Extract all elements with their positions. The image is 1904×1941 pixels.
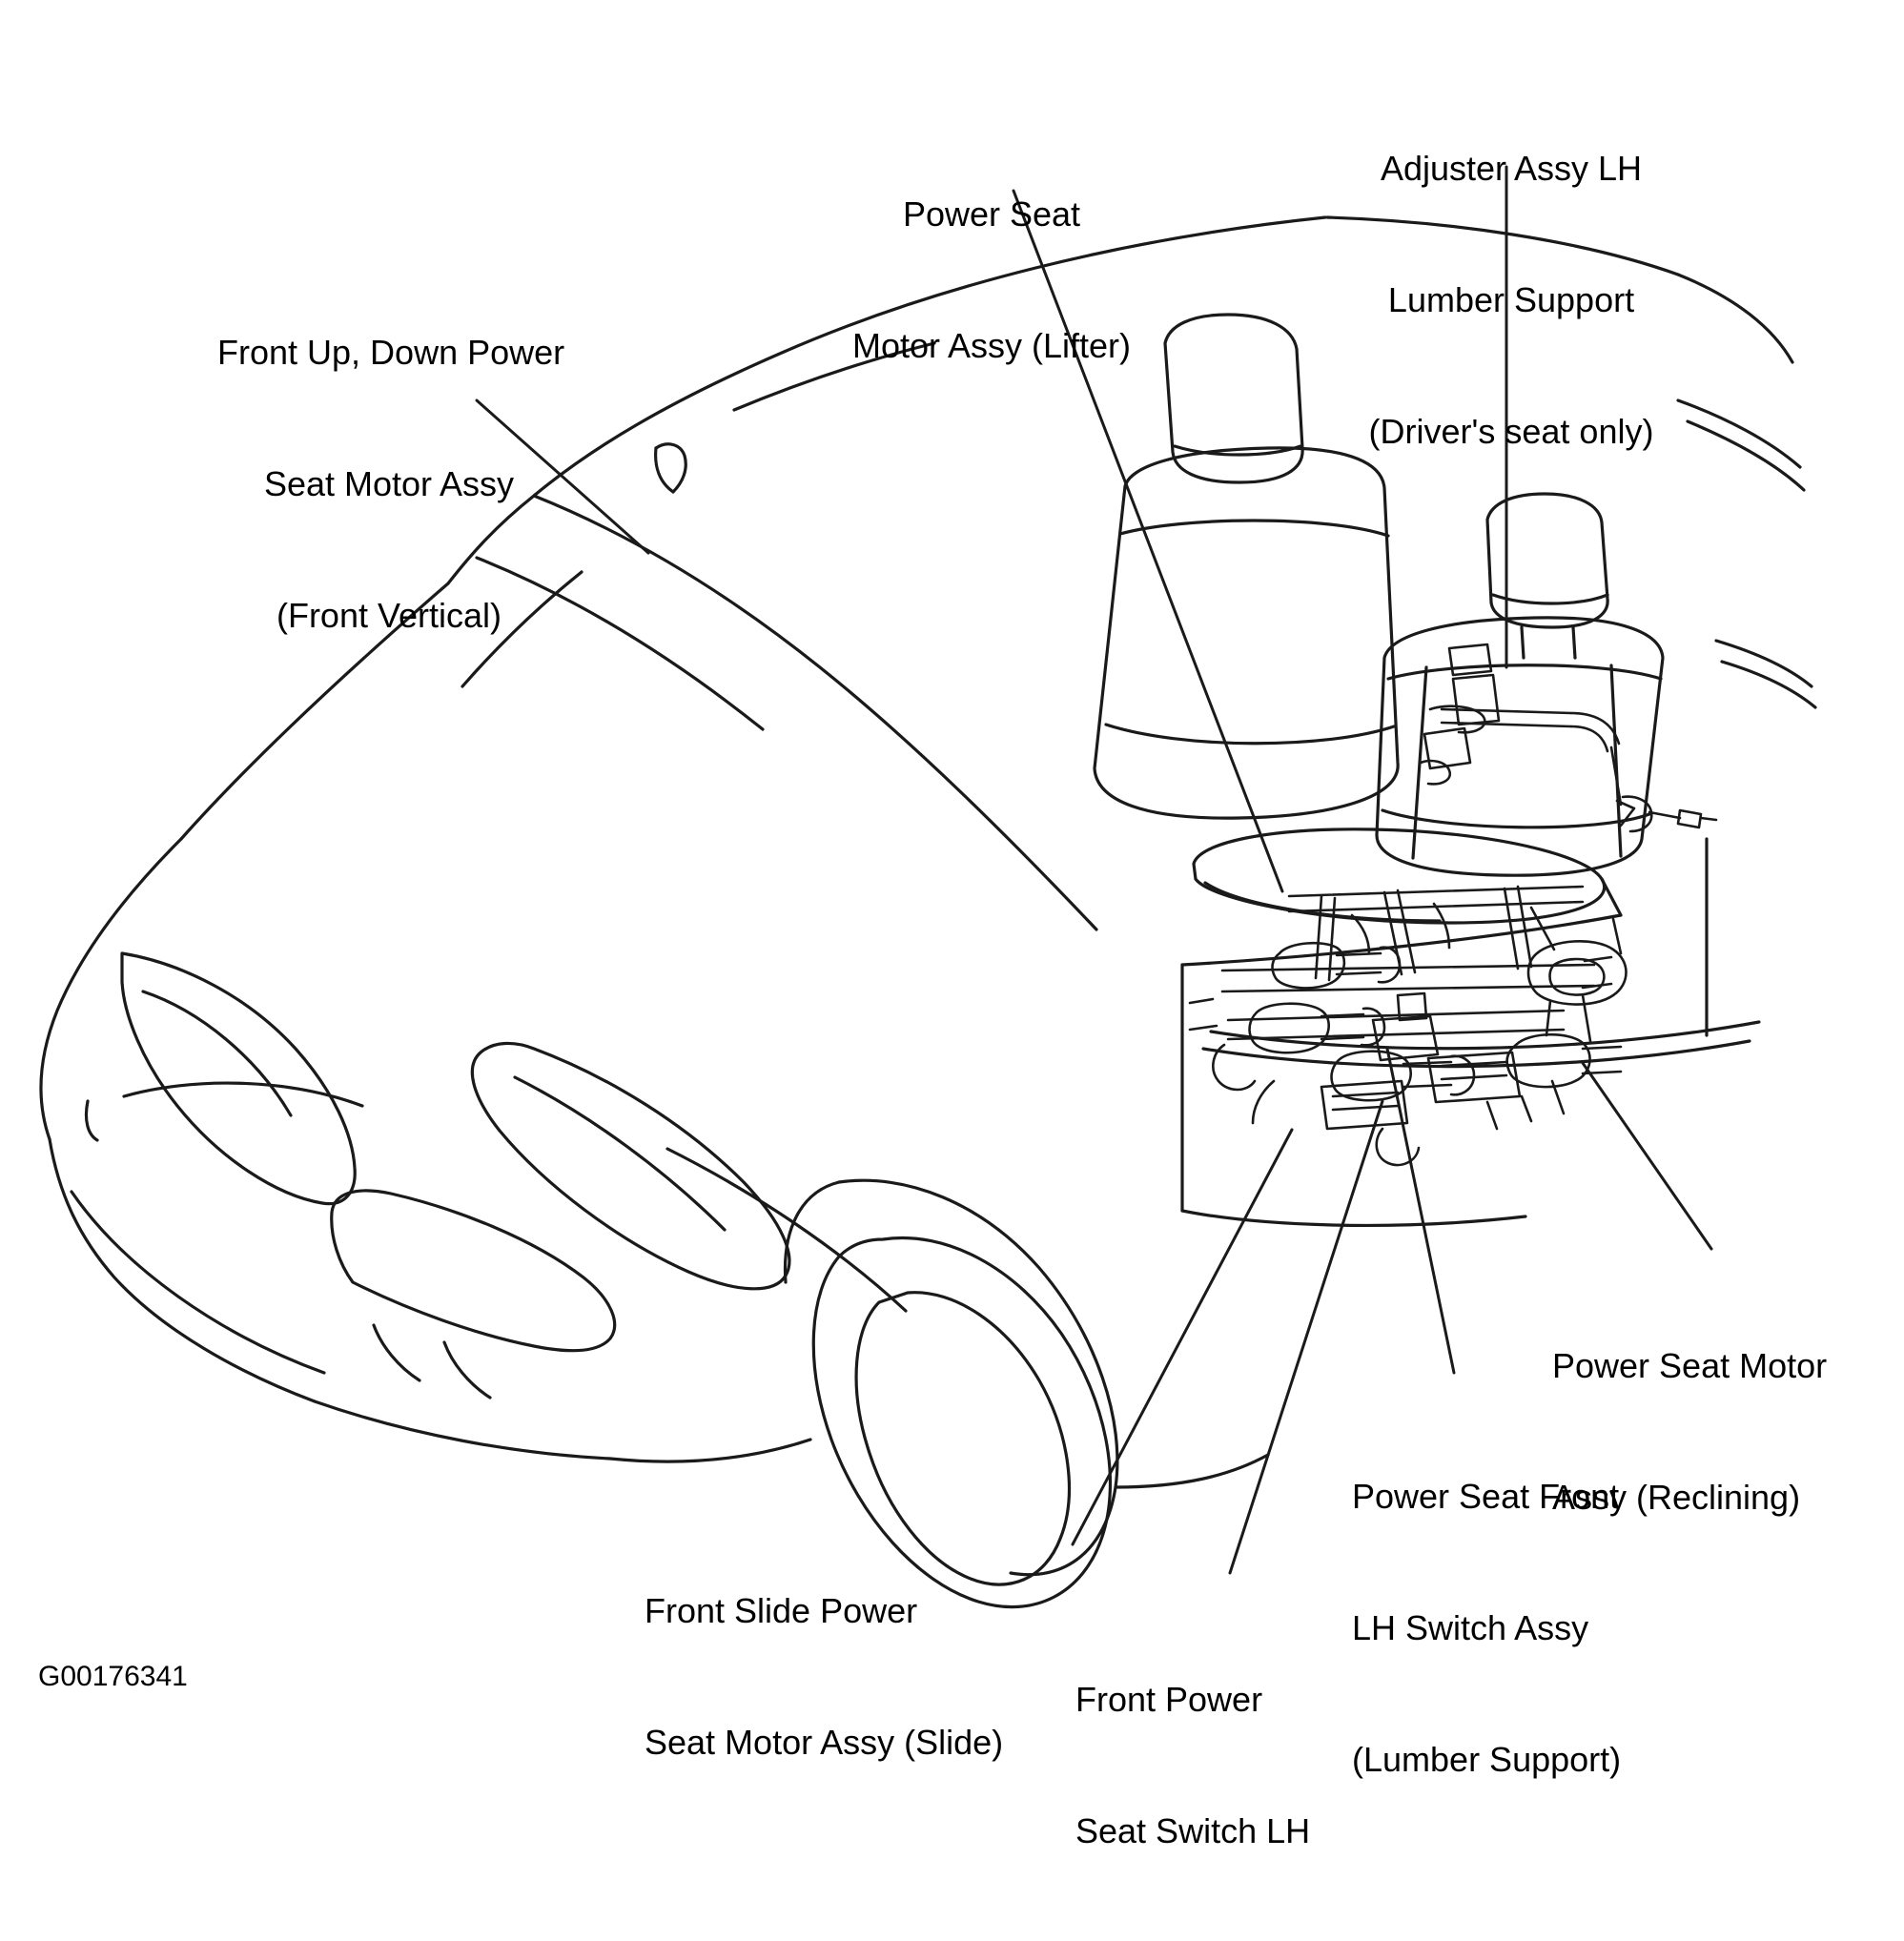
callout-line: Power Seat Motor bbox=[1552, 1346, 1828, 1385]
callout-front-slide-power-seat-motor-slide bbox=[645, 1502, 1064, 1852]
callout-line: Front Power bbox=[1075, 1680, 1263, 1719]
callout-line: Power Seat bbox=[902, 194, 1081, 234]
callout-line: Lumber Support bbox=[1387, 280, 1635, 319]
callout-line: Power Seat Front bbox=[1352, 1477, 1620, 1516]
callout-line: (Front Vertical) bbox=[276, 596, 502, 635]
callout-line: Adjuster Assy LH bbox=[1380, 149, 1643, 188]
callout-power-seat-motor-lifter bbox=[820, 105, 1163, 456]
front-driver-seat bbox=[1194, 494, 1663, 923]
callout-line: LH Switch Assy bbox=[1352, 1608, 1589, 1647]
callout-line: Seat Motor Assy (Slide) bbox=[645, 1723, 1004, 1762]
callout-line: (Driver's seat only) bbox=[1368, 412, 1654, 451]
figure-id-label: G00176341 bbox=[38, 1661, 188, 1692]
callout-line: Assy (Reclining) bbox=[1552, 1478, 1801, 1517]
callout-line: Front Up, Down Power bbox=[217, 333, 565, 372]
callout-line: Seat Motor Assy bbox=[263, 464, 515, 503]
callout-adjuster-assy-lh-lumber-support bbox=[1335, 59, 1688, 541]
callout-line: Motor Assy (Lifter) bbox=[851, 326, 1132, 365]
callout-front-power-seat-switch-lh bbox=[1075, 1590, 1390, 1941]
callout-front-up-down-power-seat-motor bbox=[217, 243, 565, 725]
callout-line: Seat Switch LH bbox=[1075, 1811, 1311, 1850]
callout-line: Front Slide Power bbox=[645, 1591, 918, 1630]
callout-line: (Lumber Support) bbox=[1352, 1740, 1622, 1779]
callout-power-seat-front-lh-switch-lumber-support bbox=[1352, 1387, 1676, 1869]
